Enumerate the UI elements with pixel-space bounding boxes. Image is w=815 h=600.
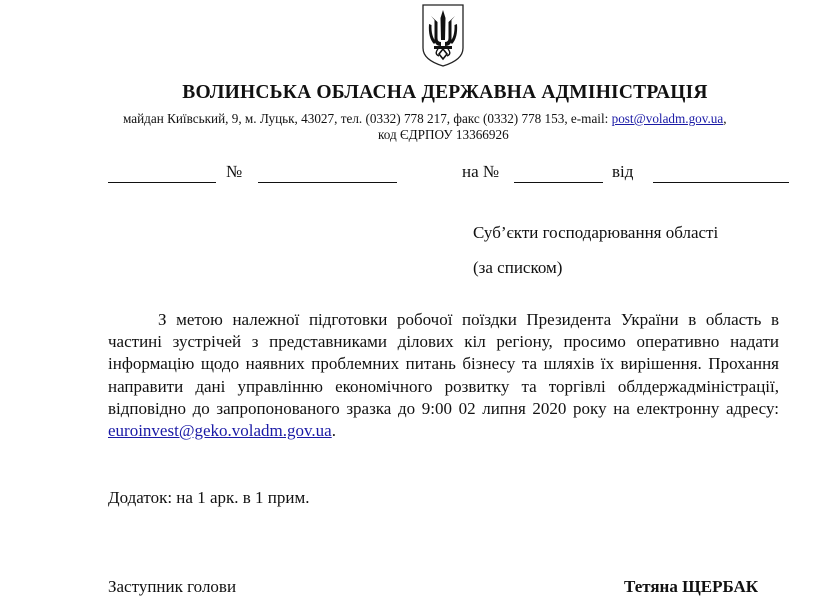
body-text: З метою належної підготовки робочої поїздки Президента України в область в частині зустрічей з представниками ділових кіл регіону, просимо оперативно надати інформацію щодо наявних проблемних питань бізнесу та шляхів їх вирішення. Прохання направити дані управлінню економічного розвитку та торгівлі облдержадміністрації, відповідно до запропонованого зразка до 9:00 02 липня 2020 року на електронну адресу: <box>108 310 779 418</box>
organization-address <box>123 111 727 127</box>
letter-body <box>108 309 779 442</box>
signer-title: Заступник голови <box>108 577 237 596</box>
recipient-name: Суб’єкти господарювання області <box>473 223 719 242</box>
in-reply-label: на № <box>462 162 500 181</box>
outgoing-number-blank <box>258 182 397 183</box>
address-suffix: , <box>723 111 727 126</box>
signer-name: Тетяна ЩЕРБАК <box>624 577 759 596</box>
date-blank <box>108 182 216 183</box>
organization-title: ВОЛИНСЬКА ОБЛАСНА ДЕРЖАВНА АДМІНІСТРАЦІЯ <box>182 82 708 103</box>
in-reply-number-blank <box>514 182 603 183</box>
attachment-note: Додаток: на 1 арк. в 1 прим. <box>108 488 310 507</box>
number-sign-label: № <box>226 162 243 181</box>
in-reply-date-blank <box>653 182 789 183</box>
body-end: . <box>331 421 336 441</box>
organization-email-link[interactable]: post@voladm.gov.ua <box>611 111 724 126</box>
trident-coat-of-arms-icon <box>420 2 466 68</box>
from-label: від <box>612 162 634 181</box>
recipient-note: (за списком) <box>473 258 563 277</box>
edrpou-code: код ЄДРПОУ 13366926 <box>378 127 509 142</box>
address-text: майдан Київський, 9, м. Луцьк, 43027, тел. (0332) 778 217, факс (0332) 778 153, e-mail: <box>123 111 612 126</box>
reply-email-link[interactable]: euroinvest@geko.voladm.gov.ua <box>108 421 332 441</box>
